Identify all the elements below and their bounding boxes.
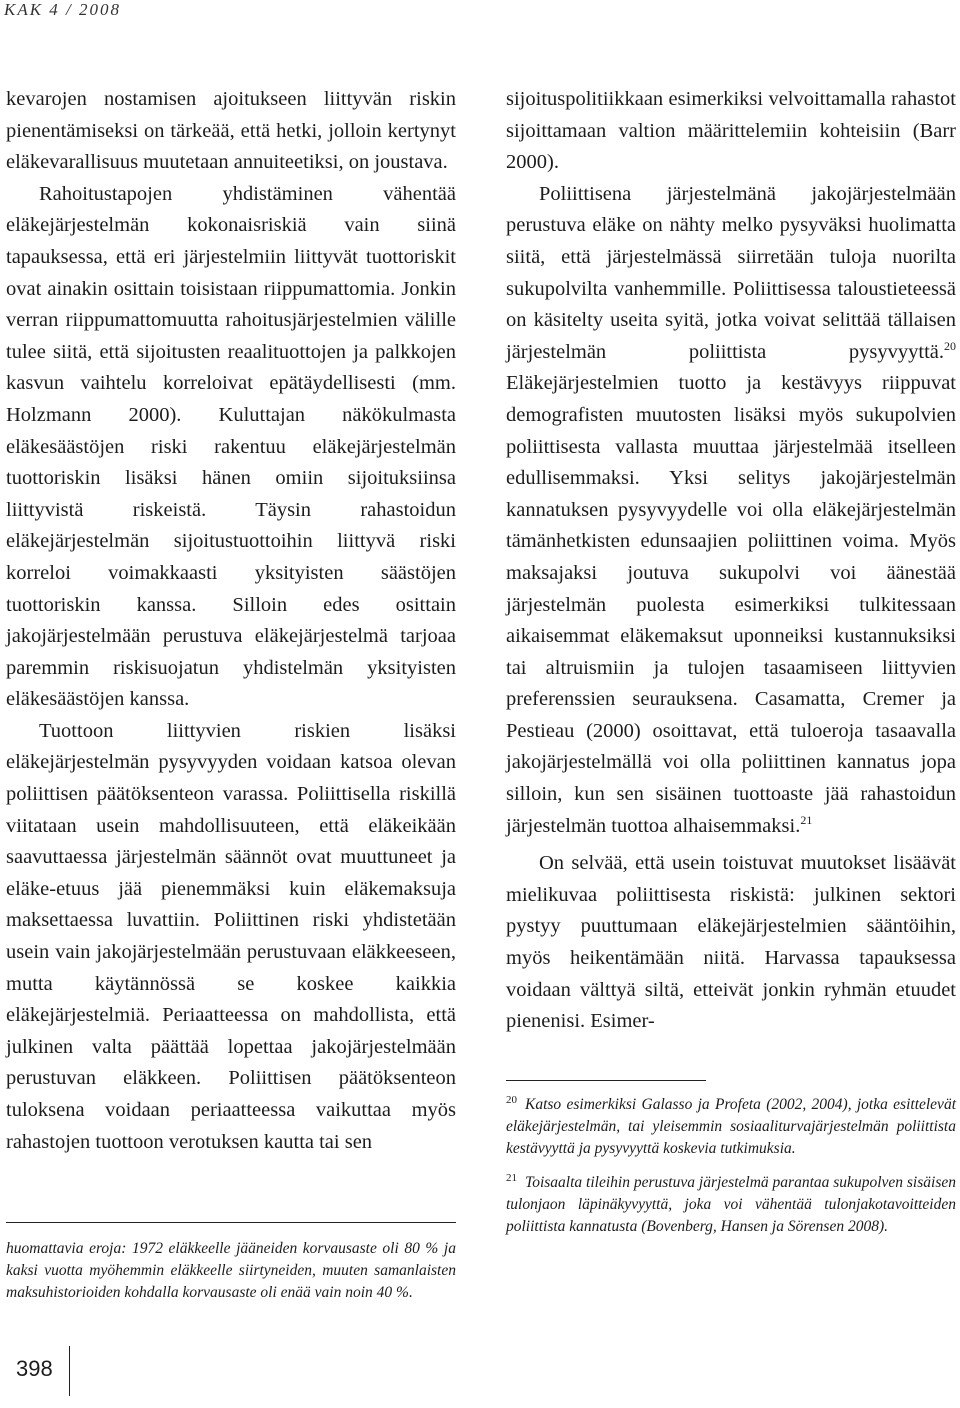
right-paragraph-3: On selvää, että usein toistuvat muutokset lisäävät mielikuvaa poliittisesta riskistä: julkinen sektori pystyy puuttumaan eläkejärjestelmien sääntöihin, myös heikentämään niitä. Harvassa tapauksessa voidaan välttyä siltä, etteivät jonkin ryhmän etuudet pienenisi. Esimer-	[506, 852, 956, 1033]
right-paragraph-2-text-b: Eläkejärjestelmien tuotto ja kestävyys riippuvat demografisten muutosten lisäksi myös sukupolvien poliittisesta vallasta muuttaa järjestelmää itselleen edullisemmaksi. Yksi selitys jakojärjestelmän kannatuksen pysyvyydelle voi olla eläkejärjestelmän tämänhetkisten edunsaajien poliittinen voima. Myös maksajaksi joutuva sukupolvi voi äänestää järjestelmän puolesta esimerkiksi tulkitessaan aikaisemmat eläkemaksut uponneiksi kustannuksiksi tai altruismiin ja tulojen tasaamiseen liittyvien preferenssien seurauksena. Casamatta, Cremer ja Pestieau (2000) osoittavat, että tuloeroja tasaavalla jakojärjestelmällä voi olla poliittinen kannatus jopa silloin, kun sen sisäinen tuottoaste jää rahastoidun järjestelmän tuottoa alhaisemmaksi.	[506, 372, 956, 837]
footnote-21-text: Toisaalta tileihin perustuva järjestelmä parantaa sukupolven sisäisen tulonjaon läpinäkyvyyttä, joka voi vähentää tulonjakotavoitteiden poliittista kannatusta (Bovenberg, Hansen ja Sörensen 2008).	[506, 1174, 956, 1235]
right-paragraph-1: sijoituspolitiikkaan esimerkiksi velvoittamalla rahastot sijoittamaan valtion määrittelemiin kohteisiin (Barr 2000).	[506, 88, 956, 174]
right-paragraph-2-text-a: Poliittisena järjestelmänä jakojärjestelmään perustuva eläke on nähty melko pysyväksi huolimatta siitä, että järjestelmässä siirretään tuloja nuorilta sukupolvilta vanhemmille. Poliittisessa taloustieteessä on käsitelty useita syitä, jotka voivat selittää tällaisen järjestelmän poliittista pysyvyyttä.	[506, 182, 956, 363]
footnote-21	[506, 1172, 956, 1238]
footnote-continuation-text: huomattavia eroja: 1972 eläkkeelle jääneiden korvausaste oli 80 % ja kaksi vuotta myöhemmin eläkkeelle siirtyneiden, muuten samanlaisten maksuhistorioiden kohdalla korvausaste oli enää vain noin 40 %.	[6, 1240, 456, 1301]
left-paragraph-1: kevarojen nostamisen ajoitukseen liittyvän riskin pienentämiseksi on tärkeää, että hetki, jolloin kertynyt eläkevarallisuus muutetaan annuiteetiksi, on joustava.	[6, 88, 456, 174]
footnote-ref-20: 20	[944, 338, 956, 353]
footnote-rule-right	[506, 1080, 706, 1081]
footnote-21-number: 21	[506, 1172, 517, 1184]
left-paragraph-3: Tuottoon liittyvien riskien lisäksi eläkejärjestelmän pysyvyyden voidaan katsoa olevan poliittisen päätöksenteon varassa. Poliittisella riskillä viitataan usein mahdollisuuteen, että eläkeikään saavuttaessa järjestelmän säännöt ovat muuttuneet ja eläke-etuus jää pienemmäksi kuin eläkemaksuja maksettaessa luvattiin. Poliittinen riski yhdistetään usein vain jakojärjestelmään perustuvaan eläkkeeseen, mutta käytännössä se koskee kaikkia eläkejärjestelmiä. Periaatteessa on mahdollista, että julkinen valta päättää lopettaa jakojärjestelmään perustuvan eläkkeen. Poliittisen päätöksenteon tuloksena voidaan periaatteessa vaikuttaa myös rahastojen tuottoon verotuksen kautta tai sen	[6, 719, 456, 1153]
right-text-column	[506, 84, 956, 1038]
footnote-20-number: 20	[506, 1094, 517, 1106]
running-head: KAK 4 / 2008	[4, 0, 122, 19]
page-number-divider	[69, 1346, 70, 1396]
left-paragraph-2: Rahoitustapojen yhdistäminen vähentää eläkejärjestelmän kokonaisriskiä vain siinä tapauksessa, että eri järjestelmiin liittyvät tuottoriskit ovat ainakin osittain toisistaan riippumattomia. Jonkin verran riippumattomuutta rahoitusjärjestelmien välille tulee siitä, että sijoitusten reaalituottojen ja palkkojen kasvun vaihtelu korreloivat epätäydellisesti (mm. Holzmann 2000). Kuluttajan näkökulmasta eläkesäästöjen riski rakentuu eläkejärjestelmän tuottoriskin lisäksi hänen omiin sijoituksiinsa liittyvistä riskeistä. Täysin rahastoidun eläkejärjestelmän sijoitustuottoihin liittyvä riski korreloi voimakkaasti yksityisten säästöjen tuottoriskin kanssa. Silloin edes osittain jakojärjestelmään perustuva eläkejärjestelmä tarjoaa paremmin riskisuojatun yhdistelmän yksityisten eläkesäästöjen kanssa.	[6, 182, 456, 711]
footnotes-right	[506, 1094, 956, 1238]
footnote-rule-left	[6, 1222, 456, 1223]
footnote-continuation	[6, 1238, 456, 1304]
footnote-20-text: Katso esimerkiksi Galasso ja Profeta (2002, 2004), jotka esittelevät eläkejärjestelmän, tai yleisemmin sosiaaliturvajärjestelmän poliittista kestävyyttä ja pysyvyyttä koskevia tutkimuksia.	[506, 1096, 956, 1157]
page-number: 398	[16, 1356, 53, 1381]
footnote-ref-21: 21	[800, 812, 813, 827]
footnote-20	[506, 1094, 956, 1160]
left-text-column	[6, 84, 456, 1158]
right-paragraph-2	[506, 179, 956, 842]
